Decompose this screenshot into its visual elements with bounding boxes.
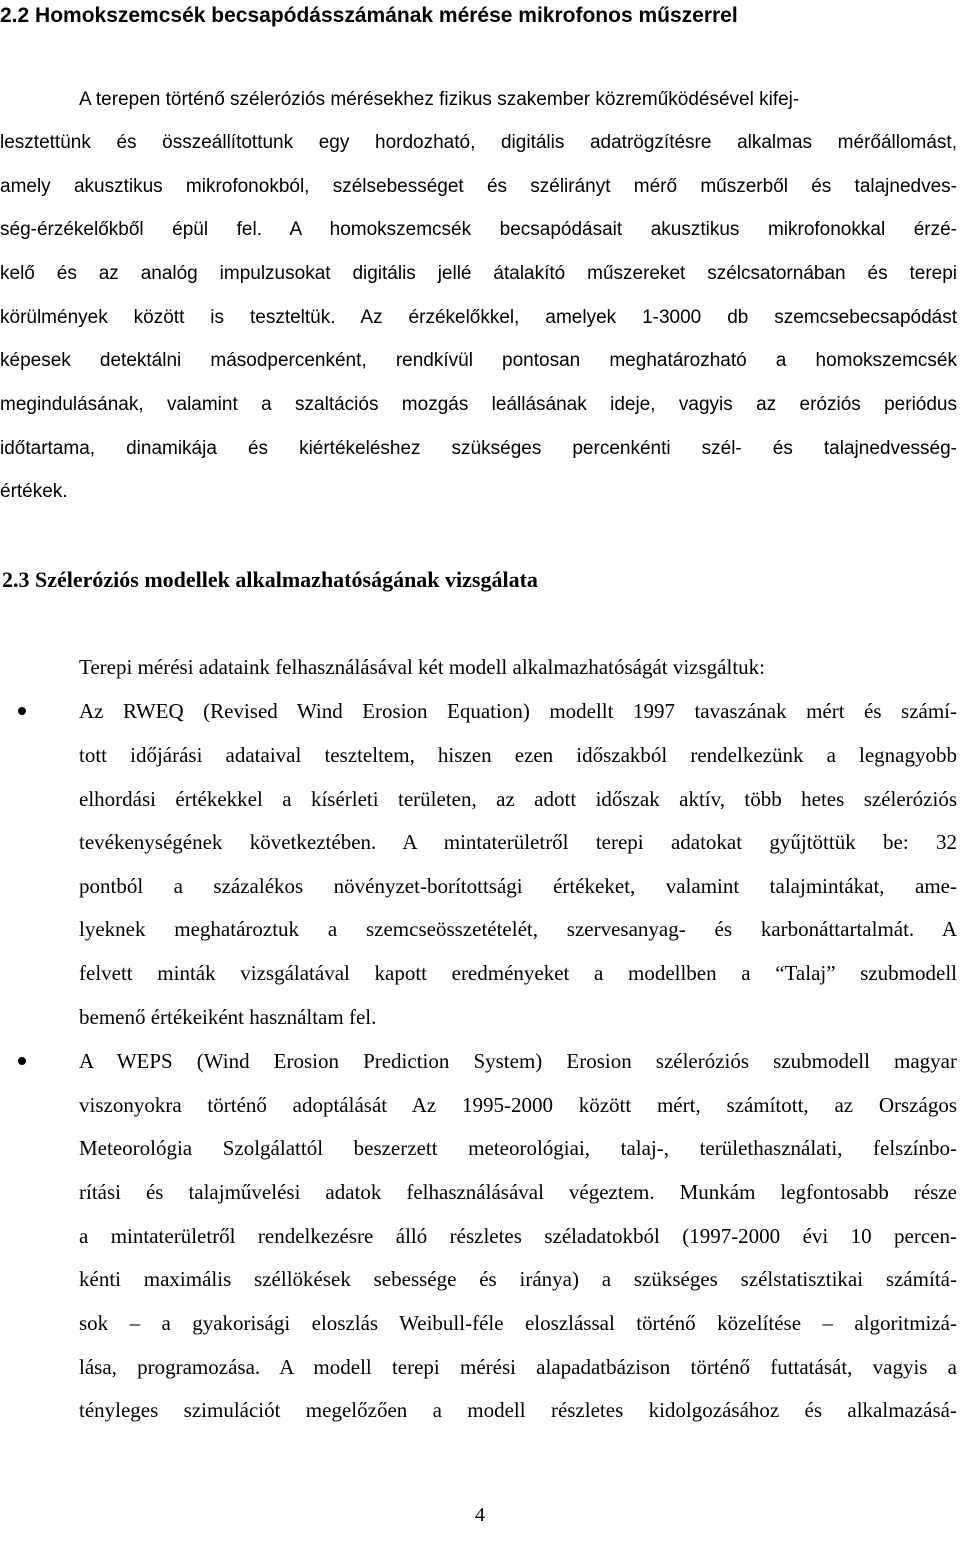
- paragraph-line: amely akusztikus mikrofonokból, szélsebességet és szélirányt mérő műszerből és talajnedves-: [0, 176, 957, 197]
- bullet-line: viszonyokra történő adoptálását Az 1995-2000 között mért, számított, az Országos: [79, 1093, 957, 1117]
- paragraph-line: kelő és az analóg impulzusokat digitális jellé átalakító műszereket szélcsatornában és terepi: [0, 263, 957, 284]
- paragraph-line: ség-érzékelőkből épül fel. A homokszemcsék becsapódásait akusztikus mikrofonokkal érzé-: [0, 219, 957, 240]
- paragraph-line: képesek detektálni másodpercenként, rendkívül pontosan meghatározható a homokszemcsék: [0, 350, 957, 371]
- bullet-line: tott időjárási adataival teszteltem, hiszen ezen időszakból rendelkezünk a legnagyobb: [79, 743, 957, 767]
- page-number: 4: [475, 1504, 485, 1526]
- bullet-line: Az RWEQ (Revised Wind Erosion Equation) modellt 1997 tavaszának mért és számí-: [79, 699, 957, 723]
- bullet-line: kénti maximális széllökések sebessége és iránya) a szükséges szélstatisztikai számítá-: [79, 1267, 957, 1291]
- bullet-line: a mintaterületről rendelkezésre álló részletes széladatokból (1997-2000 évi 10 percen-: [79, 1224, 957, 1248]
- bullet-line: rítási és talajművelési adatok felhasználásával végeztem. Munkám legfontosabb része: [79, 1180, 957, 1204]
- bullet-line: pontból a százalékos növényzet-borítottsági értékeket, valamint talajmintákat, ame-: [79, 874, 957, 898]
- paragraph-line: időtartama, dinamikája és kiértékeléshez szükséges percenkénti szél- és talajnedvesség-: [0, 438, 957, 459]
- bullet-line: lása, programozása. A modell terepi mérési alapadatbázison történő futtatását, vagyis a: [79, 1355, 957, 1379]
- bullet-line: bemenő értékeiként használtam fel.: [79, 1005, 377, 1029]
- bullet-line: sok – a gyakorisági eloszlás Weibull-féle eloszlással történő közelítése – algoritmizá-: [79, 1311, 957, 1335]
- paragraph-line: körülmények között is teszteltük. Az érzékelőkkel, amelyek 1-3000 db szemcsebecsapódást: [0, 307, 957, 328]
- bullet-line: lyeknek meghatároztuk a szemcseösszetételét, szervesanyag- és karbonáttartalmát. A: [79, 917, 957, 941]
- bullet-line: A WEPS (Wind Erosion Prediction System) Erosion széleróziós szubmodell magyar: [79, 1049, 957, 1073]
- bullet-icon: [18, 1057, 26, 1065]
- bullet-line: felvett minták vizsgálatával kapott eredményeket a modellben a “Talaj” szubmodell: [79, 961, 957, 985]
- intro-line: Terepi mérési adataink felhasználásával két modell alkalmazhatóságát vizsgáltuk:: [79, 655, 765, 679]
- section-2-3-heading: 2.3 Széleróziós modellek alkalmazhatóságának vizsgálata: [2, 567, 538, 592]
- section-2-2-heading: 2.2 Homokszemcsék becsapódásszámának mérése mikrofonos műszerrel: [0, 4, 738, 27]
- bullet-line: elhordási értékekkel a kísérleti területen, az adott időszak aktív, több hetes széleróziós: [79, 787, 957, 811]
- paragraph-line: értékek.: [0, 481, 68, 502]
- bullet-line: tevékenységének következtében. A mintaterületről terepi adatokat gyűjtöttük be: 32: [79, 830, 957, 854]
- paragraph-line: lesztettünk és összeállítottunk egy hordozható, digitális adatrögzítésre alkalmas mérőállomást,: [0, 132, 957, 153]
- paragraph-line: A terepen történő széleróziós mérésekhez fizikus szakember közreműködésével kifej-: [79, 89, 800, 110]
- paragraph-line: megindulásának, valamint a szaltációs mozgás leállásának ideje, vagyis az eróziós periódus: [0, 394, 957, 415]
- bullet-icon: [18, 707, 26, 715]
- bullet-line: tényleges szimulációt megelőzően a modell részletes kidolgozásához és alkalmazásá-: [79, 1398, 957, 1422]
- bullet-line: Meteorológia Szolgálattól beszerzett meteorológiai, talaj-, területhasználati, felszínbo-: [79, 1136, 957, 1160]
